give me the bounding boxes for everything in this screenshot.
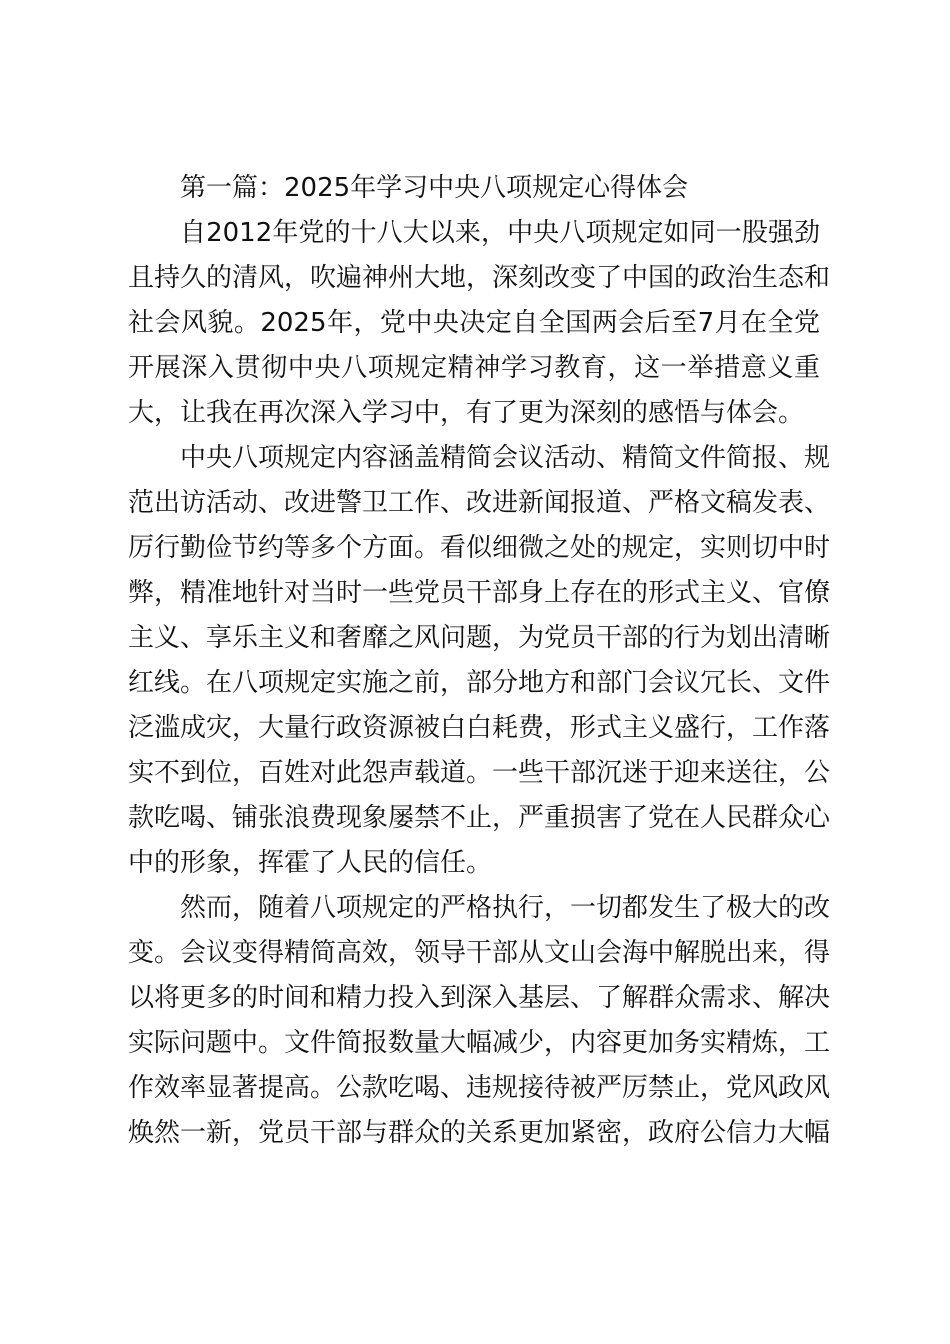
document-title: 第一篇：2025年学习中央八项规定心得体会: [180, 173, 689, 203]
paragraph-line: 泛滥成灾，大量行政资源被白白耗费，形式主义盛行，工作落: [128, 713, 831, 743]
paragraph-2: [128, 436, 831, 886]
paragraph-line: 变。会议变得精简高效，领导干部从文山会海中解脱出来，得: [128, 938, 831, 968]
paragraph-line: 且持久的清风，吹遍神州大地，深刻改变了中国的政治生态和: [128, 263, 831, 293]
paragraph-3: [128, 886, 831, 1156]
paragraph-line: 款吃喝、铺张浪费现象屡禁不止，严重损害了党在人民群众心: [128, 803, 831, 833]
paragraph-line: 实际问题中。文件简报数量大幅减少，内容更加务实精炼，工: [128, 1028, 831, 1058]
paragraph-line: 焕然一新，党员干部与群众的关系更加紧密，政府公信力大幅: [128, 1118, 831, 1148]
paragraph-line: 以将更多的时间和精力投入到深入基层、了解群众需求、解决: [128, 983, 831, 1013]
paragraph-line: 主义、享乐主义和奢靡之风问题，为党员干部的行为划出清晰: [128, 623, 831, 653]
paragraph-line: 中央八项规定内容涵盖精简会议活动、精简文件简报、规: [180, 443, 831, 473]
paragraph-line: 作效率显著提高。公款吃喝、违规接待被严厉禁止，党风政风: [128, 1073, 831, 1103]
paragraph-line: 范出访活动、改进警卫工作、改进新闻报道、严格文稿发表、: [128, 488, 831, 518]
paragraph-line: 大，让我在再次深入学习中，有了更为深刻的感悟与体会。: [128, 398, 805, 428]
paragraph-line: 中的形象，挥霍了人民的信任。: [128, 848, 493, 878]
document-body: [128, 166, 831, 1156]
paragraph-line: 自2012年党的十八大以来，中央八项规定如同一股强劲: [180, 218, 820, 248]
paragraph-line: 弊，精准地针对当时一些党员干部身上存在的形式主义、官僚: [128, 578, 831, 608]
paragraph-1: [128, 211, 831, 436]
paragraph-line: 社会风貌。2025年，党中央决定自全国两会后至7月在全党: [128, 308, 820, 338]
paragraph-line: 开展深入贯彻中央八项规定精神学习教育，这一举措意义重: [128, 353, 820, 383]
paragraph-line: 然而，随着八项规定的严格执行，一切都发生了极大的改: [180, 893, 831, 923]
paragraph-line: 实不到位，百姓对此怨声载道。一些干部沉迷于迎来送往，公: [128, 758, 831, 788]
paragraph-line: 红线。在八项规定实施之前，部分地方和部门会议冗长、文件: [128, 668, 831, 698]
paragraph-line: 厉行勤俭节约等多个方面。看似细微之处的规定，实则切中时: [128, 533, 831, 563]
